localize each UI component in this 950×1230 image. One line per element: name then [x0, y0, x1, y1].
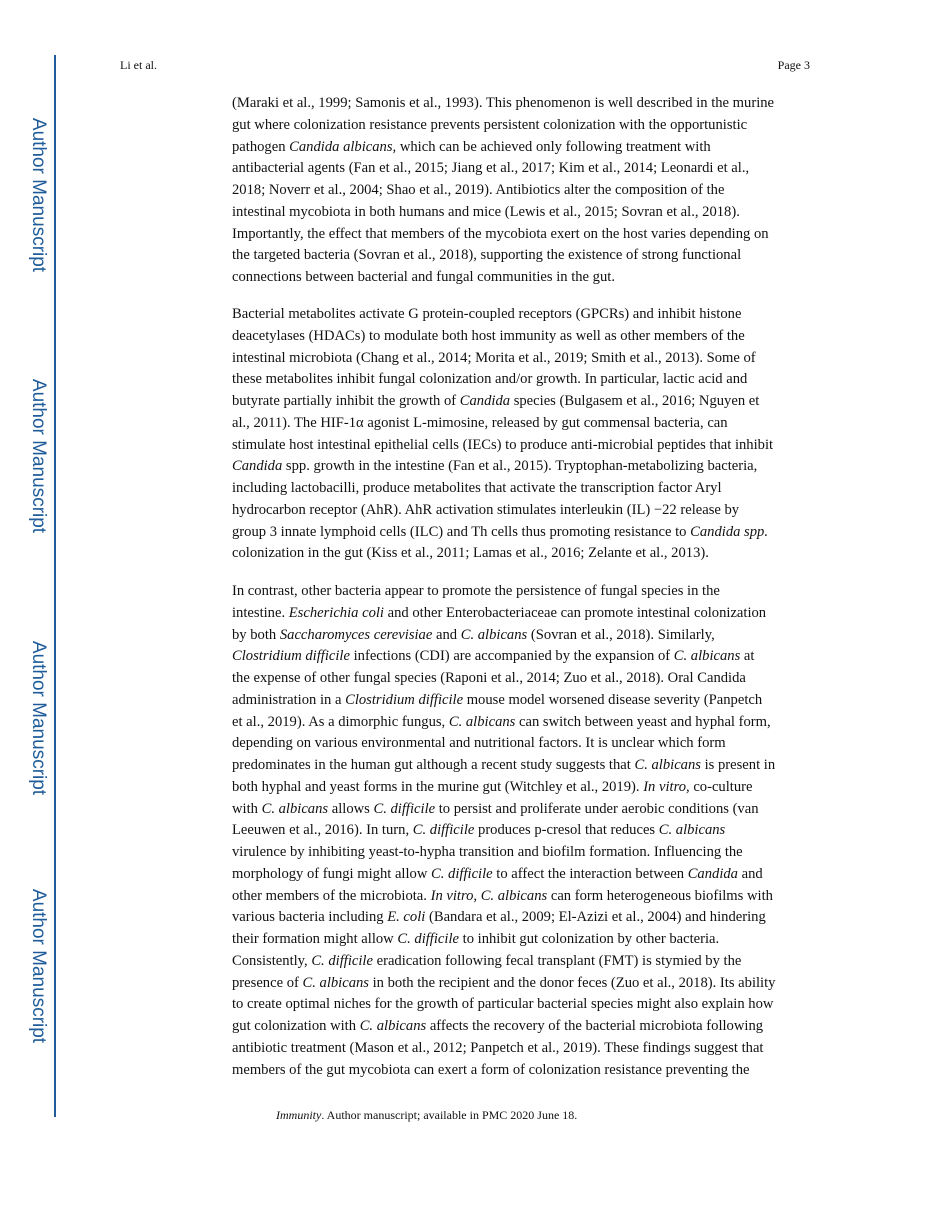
text-run: administration in a [232, 691, 346, 708]
italic-text-run: C. albicans [359, 1018, 427, 1034]
text-run: the targeted bacteria (Sovran et al., 2018), supporting the existence of strong functional [232, 247, 742, 264]
text-run: 2018; Noverr et al., 2004; Shao et al., 2019). Antibiotics alter the composition of the [232, 182, 725, 198]
italic-text-run: Saccharomyces cerevisiae [279, 626, 433, 643]
italic-text-run: Candida spp. [690, 523, 768, 540]
text-line [232, 1016, 822, 1038]
author-manuscript-text: Author Manuscript [28, 888, 49, 1044]
text-line [232, 907, 822, 929]
text-line [232, 712, 822, 734]
italic-text-run: Clostridium difficile [345, 691, 464, 708]
text-line [232, 842, 822, 864]
text-run: with [232, 800, 262, 817]
text-line [232, 994, 822, 1016]
text-run: (Bandara et al., 2009; El-Azizi et al., 2004) and hindering [425, 909, 766, 926]
text-run: deacetylases (HDACs) to modulate both host immunity as well as other members of the [232, 327, 745, 344]
text-line [232, 755, 822, 777]
text-line [232, 777, 822, 799]
italic-text-run: C. albicans [658, 822, 726, 839]
text-run: including lactobacilli, produce metabolites that activate the transcription factor Aryl [232, 480, 722, 496]
text-run: to affect the interaction between [492, 865, 688, 882]
text-line [232, 137, 822, 159]
text-run: which can be achieved only following treatment with [396, 138, 711, 155]
text-run: colonization in the gut (Kiss et al., 2011; Lamas et al., 2016; Zelante et al., 2013). [232, 545, 709, 562]
text-run: to create optimal niches for the growth of particular bacterial species might also explain how [232, 996, 774, 1013]
text-run: predominates in the human gut although a recent study suggests that [232, 757, 635, 773]
text-run: and [737, 865, 763, 882]
text-run: stimulate host intestinal epithelial cells (IECs) to produce anti-microbial peptides that inhibit [232, 436, 774, 453]
text-run: can form heterogeneous biofilms with [547, 887, 773, 904]
italic-text-run: In vitro, [643, 778, 690, 795]
text-line [232, 1060, 822, 1082]
text-run: species (Bulgasem et al., 2016; Nguyen et [510, 393, 760, 409]
text-run: and other Enterobacteriaceae can promote intestinal colonization [384, 604, 767, 621]
text-line [232, 326, 822, 348]
text-line [232, 799, 822, 821]
text-run: to inhibit gut colonization by other bacteria. [459, 931, 720, 947]
text-run: co-culture [689, 778, 753, 795]
italic-text-run: C. difficile [431, 865, 493, 882]
text-run: infections (CDI) are accompanied by the expansion of [349, 648, 674, 665]
text-line [232, 391, 822, 413]
text-line [232, 690, 822, 712]
text-run: al., 2011). The HIF-1α agonist L-mimosine, released by gut commensal bacteria, can [232, 414, 728, 431]
text-line [232, 646, 822, 668]
footer-text: . Author manuscript; available in PMC 2020 June 18. [321, 1108, 578, 1122]
text-line [232, 267, 822, 289]
text-run: et al., 2019). As a dimorphic fungus, [232, 713, 449, 730]
text-run: by both [232, 626, 280, 643]
text-line [232, 348, 822, 370]
text-run: spp. growth in the intestine (Fan et al., 2015). Tryptophan-metabolizing bacteria, [282, 458, 758, 475]
text-line [232, 180, 822, 202]
text-line [232, 973, 822, 995]
journal-name: Immunity [276, 1108, 322, 1122]
text-line [232, 951, 822, 973]
author-manuscript-text: Author Manuscript [28, 378, 49, 534]
italic-text-run: C. albicans [448, 713, 516, 730]
text-run: allows [328, 800, 374, 817]
text-line [232, 304, 822, 326]
text-run: group 3 innate lymphoid cells (ILC) and Th cells thus promoting resistance to [232, 523, 691, 540]
running-header-author: Li et al. [120, 58, 157, 72]
text-line [232, 733, 822, 755]
text-run: members of the gut mycobiota can exert a form of colonization resistance preventing the [232, 1061, 750, 1078]
text-run: hydrocarbon receptor (AhR). AhR activation stimulates interleukin (IL) −22 release by [232, 501, 740, 518]
text-line [232, 500, 822, 522]
text-run: and [432, 626, 461, 643]
text-run: their formation might allow [232, 931, 398, 947]
text-line [232, 522, 822, 544]
text-line [232, 456, 822, 478]
text-run: presence of [232, 974, 303, 991]
text-line [232, 478, 822, 500]
italic-text-run: C. difficile [397, 931, 459, 947]
text-run: in both the recipient and the donor feces (Zuo et al., 2018). Its ability [368, 974, 776, 991]
italic-text-run: C. albicans [302, 974, 369, 991]
text-run: to persist and proliferate under aerobic conditions (van [435, 800, 759, 817]
text-run: In contrast, other bacteria appear to promote the persistence of fungal species in the [232, 583, 720, 599]
text-run: antibacterial agents (Fan et al., 2015; Jiang et al., 2017; Kim et al., 2014; Leonardi et al., [232, 160, 750, 177]
text-line [232, 245, 822, 267]
italic-text-run: Candida [232, 458, 283, 475]
italic-text-run: Escherichia coli [288, 604, 384, 621]
text-line [232, 224, 822, 246]
italic-text-run: Candida albicans, [289, 138, 397, 155]
text-line [232, 543, 822, 565]
text-run: these metabolites inhibit fungal colonization and/or growth. In particular, lactic acid and [232, 371, 748, 388]
text-line [232, 820, 822, 842]
text-run: gut where colonization resistance prevents persistent colonization with the opportunistic [232, 116, 748, 133]
text-run: produces p-cresol that reduces [474, 822, 659, 839]
italic-text-run: C. albicans [673, 648, 741, 665]
text-run: various bacteria including [232, 909, 388, 926]
text-run: at [740, 648, 755, 665]
text-run: intestinal microbiota (Chang et al., 2014; Morita et al., 2019; Smith et al., 2013). Some of [232, 349, 756, 366]
text-run: Importantly, the effect that members of the mycobiota exert on the host varies depending on [232, 225, 769, 242]
text-line [232, 929, 822, 951]
text-line [232, 864, 822, 886]
text-run: intestinal mycobiota in both humans and mice (Lewis et al., 2015; Sovran et al., 2018). [232, 203, 740, 220]
text-run: butyrate partially inhibit the growth of [232, 393, 460, 409]
text-run: eradication following fecal transplant (FMT) is stymied by the [372, 952, 742, 969]
text-run: (Sovran et al., 2018). Similarly, [527, 626, 715, 643]
text-line [232, 668, 822, 690]
author-manuscript-text: Author Manuscript [28, 117, 49, 273]
text-run: the expense of other fungal species (Raponi et al., 2014; Zuo et al., 2018). Oral Candida [232, 670, 746, 686]
paragraph [232, 581, 822, 1081]
text-run: can switch between yeast and hyphal form, [515, 713, 771, 730]
text-line [232, 886, 822, 908]
italic-text-run: Clostridium difficile [232, 648, 350, 665]
text-run: gut colonization with [232, 1018, 360, 1034]
text-line [232, 625, 822, 647]
text-line [232, 115, 822, 137]
text-run: virulence by inhibiting yeast-to-hypha transition and biofilm formation. Influencing the [232, 844, 743, 860]
text-run: intestine. [232, 604, 289, 621]
text-run: connections between bacterial and fungal communities in the gut. [232, 269, 615, 285]
text-run: affects the recovery of the bacterial microbiota following [426, 1018, 764, 1034]
text-run: morphology of fungi might allow [232, 865, 432, 882]
text-line [232, 435, 822, 457]
text-run: antibiotic treatment (Mason et al., 2012; Panpetch et al., 2019). These findings suggest that [232, 1039, 764, 1056]
author-manuscript-text: Author Manuscript [28, 640, 49, 796]
text-line [232, 158, 822, 180]
text-run: other members of the microbiota. [232, 887, 431, 904]
text-run: Leeuwen et al., 2016). In turn, [232, 822, 413, 839]
paragraph [232, 304, 822, 565]
text-line [232, 581, 822, 603]
text-line [232, 413, 822, 435]
margin-rule [54, 55, 56, 1117]
italic-text-run: C. difficile [373, 800, 436, 817]
italic-text-run: E. coli [387, 909, 426, 926]
text-run: depending on various environmental and nutritional factors. It is unclear which form [232, 735, 726, 752]
text-line [232, 603, 822, 625]
italic-text-run: Candida [687, 865, 738, 882]
paragraph [232, 93, 822, 289]
text-run: Bacterial metabolites activate G protein-coupled receptors (GPCRs) and inhibit histone [232, 306, 742, 322]
italic-text-run: C. difficile [412, 822, 475, 839]
italic-text-run: C. albicans [634, 757, 701, 773]
italic-text-run: Candida [459, 393, 511, 409]
text-run: is present in [700, 757, 776, 773]
text-line [232, 1038, 822, 1060]
italic-text-run: C. albicans [261, 800, 329, 817]
text-line [232, 202, 822, 224]
page-number: Page 3 [777, 58, 810, 72]
italic-text-run: C. albicans [460, 626, 528, 643]
text-run: mouse model worsened disease severity (Panpetch [463, 691, 763, 708]
text-run: Consistently, [232, 952, 312, 969]
text-run: (Maraki et al., 1999; Samonis et al., 1993). This phenomenon is well described in the murine [232, 95, 775, 111]
footer-citation [276, 1108, 577, 1123]
text-run: both hyphal and yeast forms in the murine gut (Witchley et al., 2019). [232, 778, 644, 795]
text-line [232, 93, 822, 115]
italic-text-run: In vitro, C. albicans [430, 887, 548, 904]
text-line [232, 369, 822, 391]
italic-text-run: C. difficile [311, 952, 373, 969]
text-run: pathogen [232, 138, 290, 155]
